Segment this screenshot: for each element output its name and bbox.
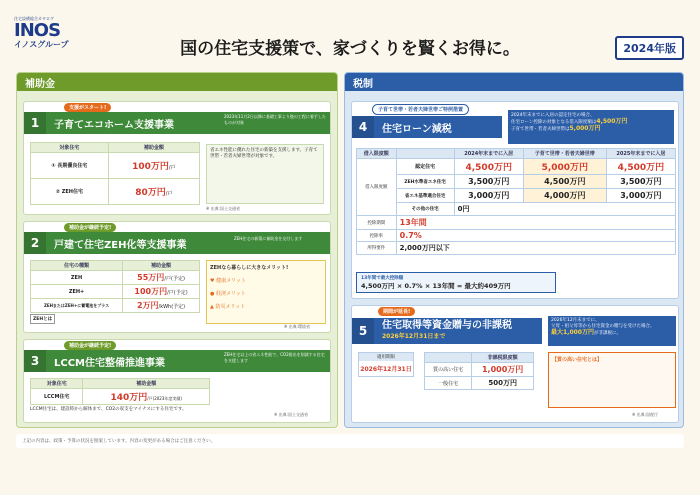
- merit-economy: [210, 290, 322, 297]
- source-note: ※ 出典:国税庁: [632, 412, 658, 417]
- col-limit: 非課税限度額: [472, 353, 534, 363]
- heart-icon: ♥: [210, 278, 217, 284]
- section-number: 3: [24, 350, 46, 372]
- gift-value: 最大1,000万円: [551, 329, 594, 336]
- zeh-2025: 3,500万円: [606, 175, 675, 189]
- col-2025: 2025年末までに入居: [606, 149, 675, 159]
- amount-battery: 2万円: [136, 301, 159, 310]
- row-battery: ZEHまたはZEH+に蓄電池をプラス: [31, 299, 123, 313]
- merit-economy-label: 経済メリット: [215, 291, 246, 297]
- section-eco-home: [23, 101, 331, 215]
- col-amount: 補助金額: [83, 379, 210, 389]
- amount-zeh: 55万円: [137, 273, 165, 282]
- col-type: 住宅の種類: [31, 261, 123, 271]
- col-2024: 2024年末までに入居: [454, 149, 523, 159]
- zeh-label: ZEHとは: [30, 314, 55, 324]
- page-title: 国の住宅支援策で、家づくりを賢くお得に。: [180, 39, 520, 59]
- brand-logo: [14, 16, 100, 49]
- row-long-term: ① 長期優良住宅: [31, 153, 109, 179]
- side-note: 省エネ性能に優れた住宅の新築を支援します。子育て世帯・若者夫婦世帯が対象です。: [206, 144, 324, 204]
- lccm-desc: ZEH住宅以上の省エネ性能で、CO2排出を削減する住宅を支援します: [224, 352, 325, 363]
- lccm-note: LCCM住宅は、建設時から解体まで、CO2の収支をマイナスにする住宅です。: [30, 407, 187, 412]
- merit-health: [210, 277, 322, 284]
- rate-value: 0.7%: [396, 230, 675, 242]
- certified-2025: 4,500万円: [606, 159, 675, 175]
- gift-table: [424, 352, 534, 390]
- lccm-table: [30, 378, 210, 405]
- summary-line-3: 子育て世帯・若者夫婦世帯は: [511, 127, 570, 132]
- section-number: 4: [352, 116, 374, 138]
- zeh-child: 4,500万円: [523, 175, 606, 189]
- unit: /kWh(予定): [158, 304, 186, 310]
- source-note: ※ 出典:国土交通省: [274, 412, 308, 417]
- other-value: 0円: [454, 203, 675, 216]
- section-title: 戸建て住宅ZEH化等支援事業: [54, 239, 187, 251]
- row-general: 一般住宅: [425, 377, 472, 390]
- deadline-value: 2026年12月31日: [360, 366, 412, 373]
- source-note: ※ 出典:国土交通省: [206, 206, 240, 211]
- row-lccm: LCCM住宅: [31, 389, 83, 405]
- calc-box: [356, 272, 556, 293]
- section-title-block: [374, 320, 512, 342]
- merit-box: [206, 260, 326, 324]
- logo-wordmark: INOS: [14, 20, 61, 41]
- period-label: 控除期間: [357, 216, 397, 230]
- unit: /戸: [168, 165, 176, 171]
- section-title: LCCM住宅整備推進事業: [54, 357, 166, 369]
- unit: /戸(2023年度実績): [147, 396, 182, 401]
- period-value: 13年間: [396, 216, 675, 230]
- row-zeh: ② ZEH住宅: [31, 179, 109, 205]
- col-amount: 補助金額: [123, 261, 200, 271]
- merit-health-label: 健康メリット: [216, 278, 246, 284]
- standard-2024: 3,000万円: [454, 189, 523, 203]
- gift-line-3: が非課税に。: [593, 331, 621, 336]
- section-5-title-bar: [352, 318, 542, 344]
- col-target: 対象住宅: [31, 143, 109, 153]
- gift-summary: [548, 316, 676, 346]
- zeh-table: [30, 260, 200, 313]
- section-title: 子育てエコホーム支援事業: [54, 119, 174, 131]
- special-ribbon: 子育て世帯・若者夫婦世帯ご特例措置: [372, 104, 469, 115]
- row-zeh: ZEH: [31, 271, 123, 285]
- section-loan-tax: [351, 101, 679, 299]
- col-amount: 補助金額: [108, 143, 199, 153]
- rate-label: 控除率: [357, 230, 397, 242]
- standard-2025: 3,000万円: [606, 189, 675, 203]
- section-gift-tax: [351, 305, 679, 423]
- section-4-title-bar: [352, 116, 502, 138]
- extend-ribbon: 期間が延長!: [378, 307, 415, 316]
- zeh-2024: 3,500万円: [454, 175, 523, 189]
- col-target: 対象住宅: [31, 379, 83, 389]
- summary-line-2: 住宅ローン控除の対象となる借入限度額は: [511, 120, 597, 125]
- summary-line-1: 2024年末までに入居の認定住宅の場合、: [511, 113, 595, 118]
- section-deadline: 2026年12月31日まで: [382, 333, 446, 340]
- income-label: 所得要件: [357, 242, 397, 255]
- certified-2024: 4,500万円: [454, 159, 523, 175]
- unit: /戸(予定): [164, 276, 185, 282]
- row-other: その他の住宅: [396, 203, 454, 216]
- gift-line-1: 2026年12月末までに、: [551, 318, 600, 323]
- row-zeh-level: ZEH水準省エネ住宅: [396, 175, 454, 189]
- subsidy-column: [16, 72, 338, 428]
- unit: /戸(予定): [167, 290, 188, 296]
- section-number: 2: [24, 232, 46, 254]
- gift-line-2: 父母・祖父母等から住宅資金の贈与を受けた場合、: [551, 324, 655, 329]
- coin-icon: ●: [210, 291, 216, 297]
- amount-zeh-plus: 100万円: [134, 287, 168, 296]
- loan-summary: [508, 110, 674, 144]
- tax-heading: 税制: [345, 73, 683, 91]
- summary-value: 4,500万円: [596, 118, 628, 125]
- limit-label: 借入限度額: [357, 159, 397, 216]
- quality-box: [548, 352, 676, 408]
- section-number: 5: [352, 318, 374, 344]
- amount-long-term: 100万円: [132, 162, 169, 172]
- shield-icon: ▲: [210, 304, 216, 310]
- general-value: 500万円: [472, 377, 534, 390]
- tax-column: [344, 72, 684, 428]
- quality-box-title: 【質の高い住宅とは】: [552, 357, 603, 363]
- merit-title: ZEHなら暮らしに大きなメリット!: [210, 265, 289, 271]
- logo-tagline: 住宅設備総合カタログ: [14, 16, 54, 21]
- row-zeh-plus: ZEH+: [31, 285, 123, 299]
- standard-child: 4,000万円: [523, 189, 606, 203]
- merit-disaster: [210, 303, 322, 310]
- row-quality: 質の高い住宅: [425, 363, 472, 377]
- income-value: 2,000万円以下: [396, 242, 675, 255]
- section-title: 住宅取得等資金贈与の非課税: [382, 320, 512, 331]
- deadline-box: [358, 352, 414, 377]
- section-title: 住宅ローン減税: [382, 123, 452, 135]
- loan-table: [356, 148, 676, 255]
- zeh-desc: ZEH住宅の新築に補助金を交付します: [234, 236, 303, 241]
- subsidy-heading: 補助金: [17, 73, 337, 91]
- logo-subtitle: イノスグループ: [14, 40, 69, 49]
- row-certified: 認定住宅: [396, 159, 454, 175]
- continue-ribbon: 補助金が継続予定!: [64, 341, 116, 350]
- footer-note: 上記の内容は、政策・予算の状況を勘案しています。内容の変更がある場合はご注意ください。: [16, 434, 684, 448]
- calc-title: 13年間で最大控除額: [361, 276, 404, 281]
- unit: /戸: [165, 191, 173, 197]
- amount-lccm: 140万円: [110, 393, 148, 403]
- continue-ribbon: 補助金が継続予定!: [64, 223, 116, 232]
- summary-value-2: 5,000万円: [569, 125, 601, 132]
- section-number: 1: [24, 112, 46, 134]
- row-head: 借入限度額: [357, 149, 397, 159]
- section-zeh: [23, 221, 331, 333]
- col-child: 子育て世帯・若者夫婦世帯: [523, 149, 606, 159]
- period-note: 2023年11月2日以降に基礎工事より後の工程に着手したものが対象: [224, 114, 326, 125]
- certified-child: 5,000万円: [523, 159, 606, 175]
- start-ribbon: 支援がスタート!: [64, 103, 111, 112]
- year-badge: 2024年版: [615, 36, 684, 60]
- merit-disaster-label: 防災メリット: [215, 304, 246, 310]
- deadline-label: 適用期限: [359, 353, 413, 361]
- section-lccm: [23, 339, 331, 423]
- source-note: ※ 出典:環境省: [284, 324, 310, 329]
- calc-formula: 4,500万円 × 0.7% × 13年間 = 最大約409万円: [361, 282, 511, 290]
- quality-value: 1,000万円: [472, 363, 534, 377]
- amount-zeh: 80万円: [135, 188, 166, 198]
- eco-home-table: [30, 142, 200, 205]
- row-standard: 省エネ基準適合住宅: [396, 189, 454, 203]
